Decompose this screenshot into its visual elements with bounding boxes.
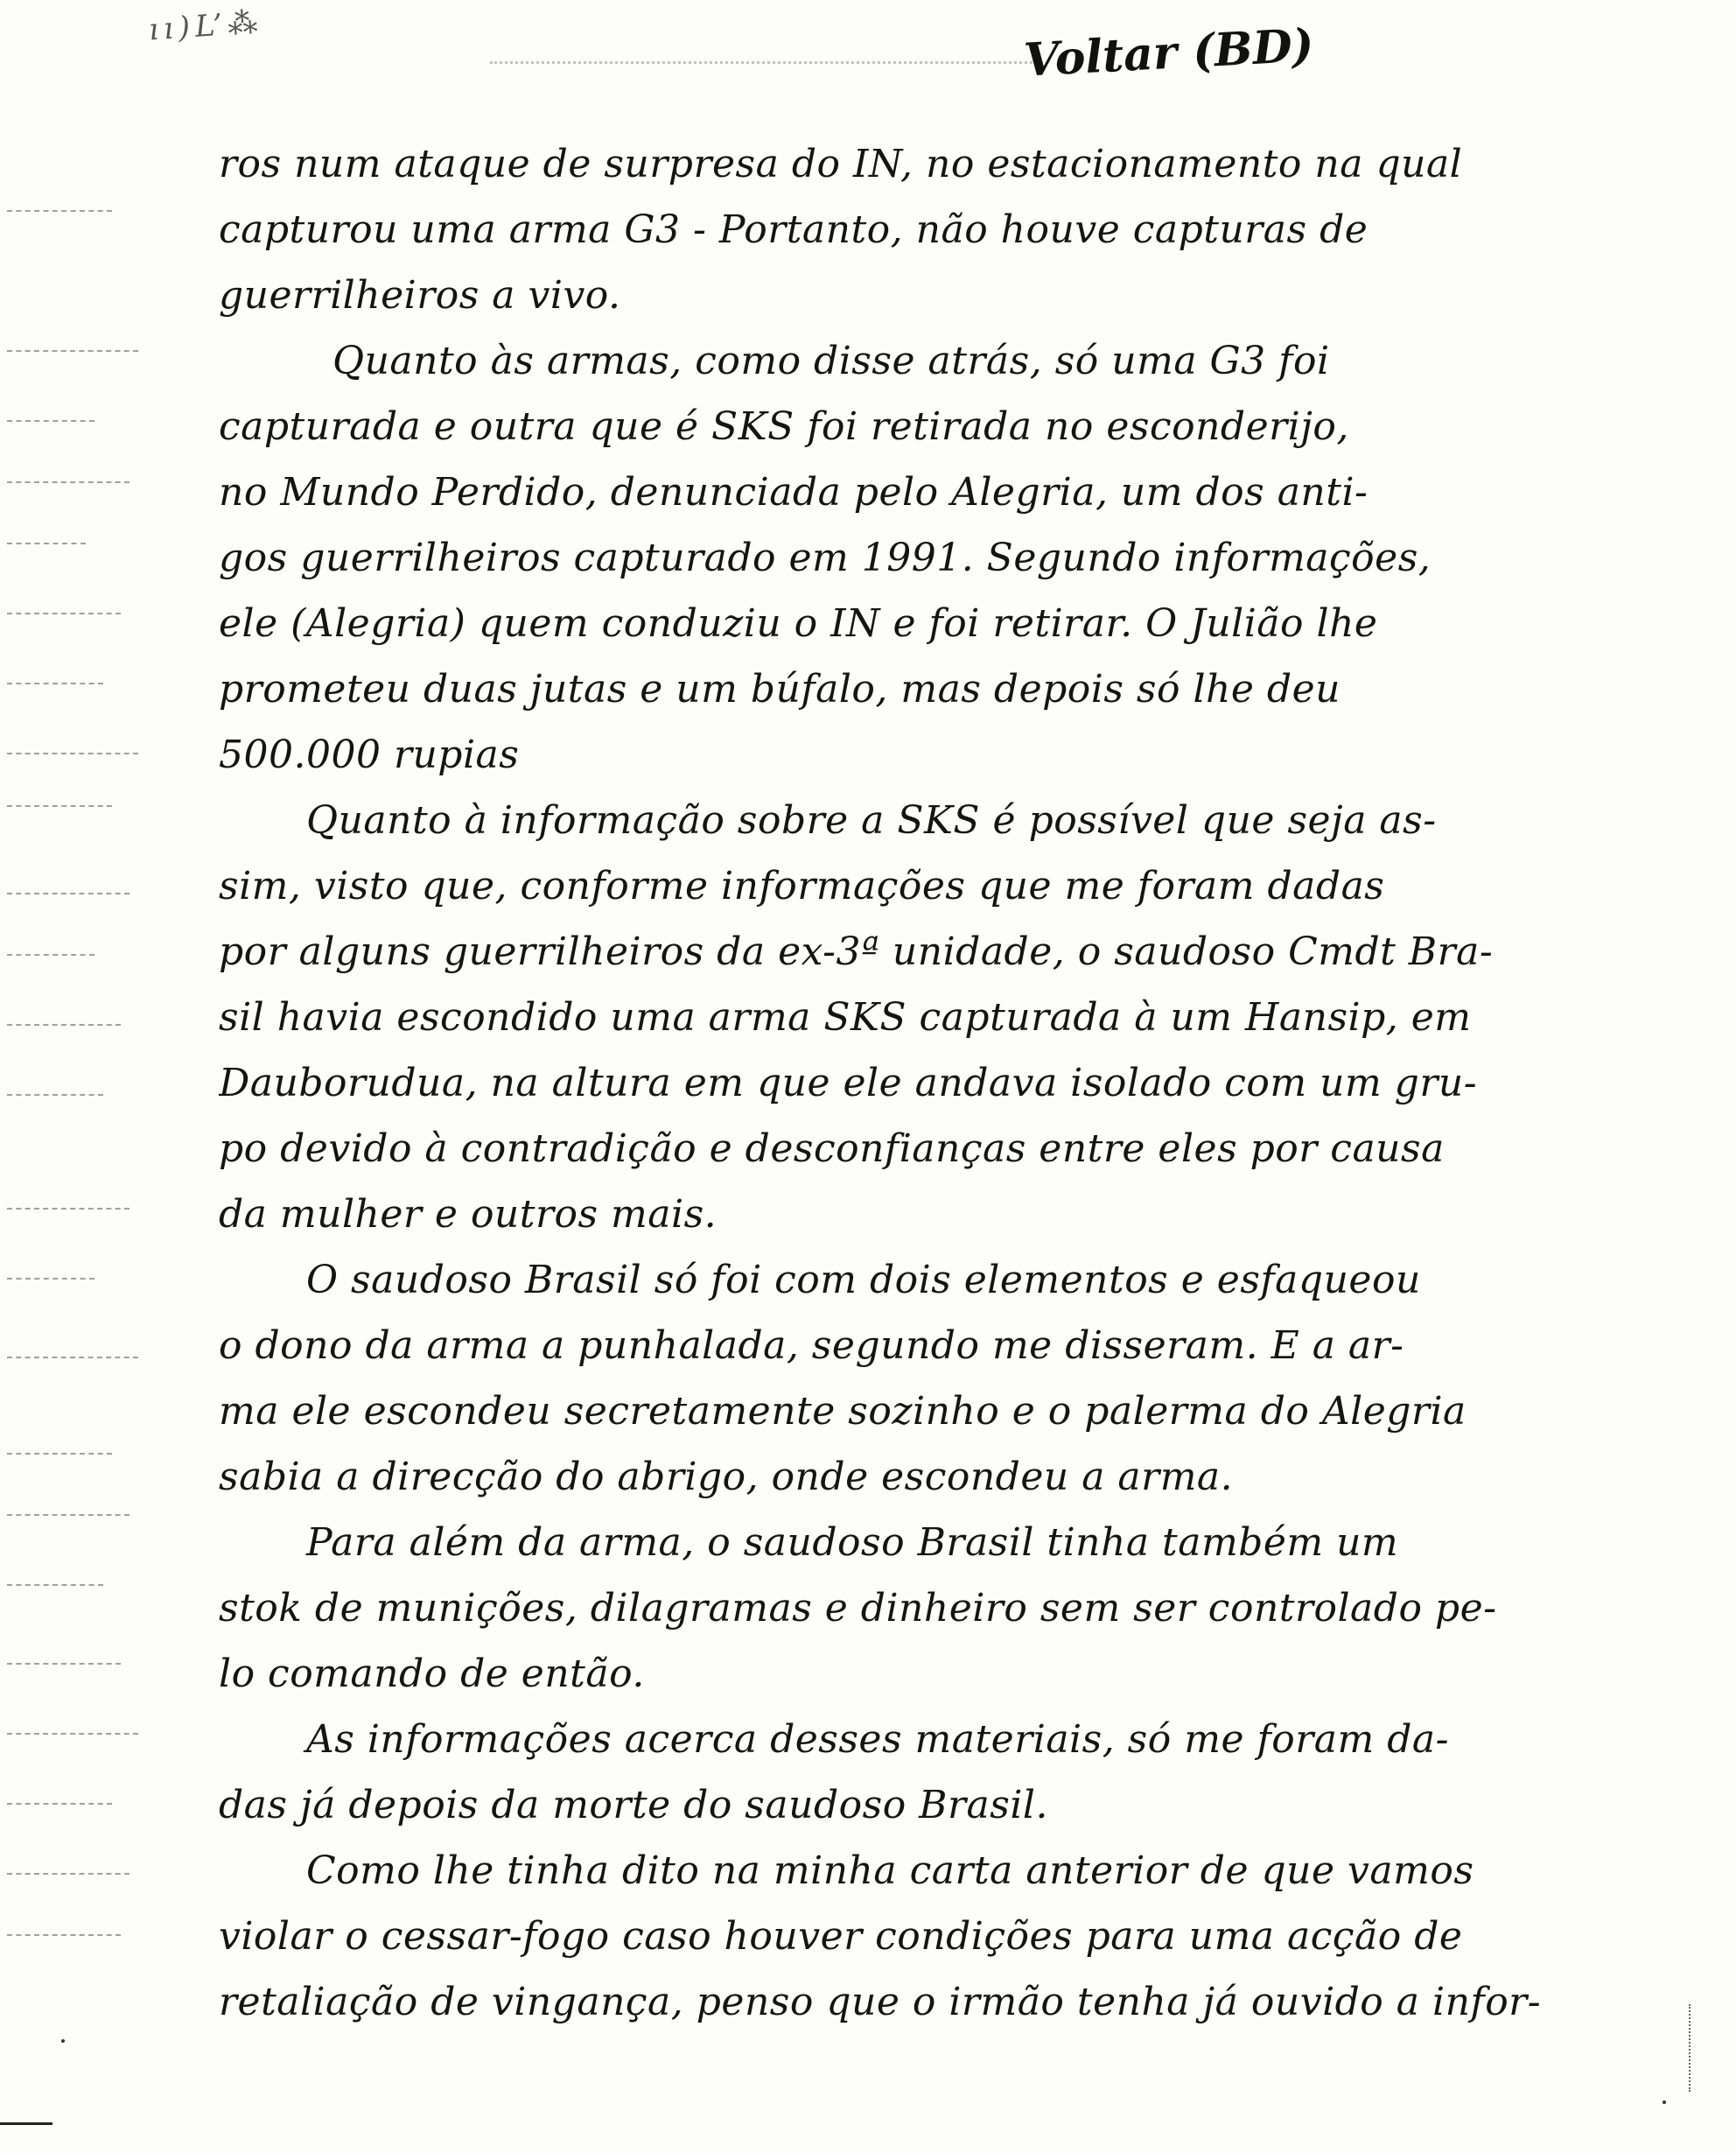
letter-line: o dono da arma a punhalada, segundo me disseram. E a ar- [219,1323,1404,1368]
letter-line: Quanto à informação sobre a SKS é possível que seja as- [306,798,1437,843]
letter-line: sil havia escondido uma arma SKS capturada à um Hansip, em [219,995,1472,1040]
letter-line: sabia a direcção do abrigo, onde escondeu a arma. [219,1455,1234,1499]
bottom-left-copy-mark [0,2122,52,2125]
letter-line: ele (Alegria) quem conduziu o IN e foi retirar. O Julião lhe [219,601,1378,646]
letter-line: po devido à contradição e desconfianças entre eles por causa [219,1126,1445,1171]
letter-line: ma ele escondeu secretamente sozinho e o palerma do Alegria [219,1389,1466,1434]
letter-line: Dauborudua, na altura em que ele andava isolado com um gru- [219,1061,1478,1105]
letter-line: ros num ataque de surpresa do IN, no estacionamento na qual [219,142,1463,186]
letter-line: capturada e outra que é SKS foi retirada no esconderijo, [219,404,1349,449]
letter-line: por alguns guerrilheiros da ex-3ª unidade, o saudoso Cmdt Bra- [219,929,1494,974]
letter-line: As informações acerca desses materiais, só me foram da- [306,1717,1449,1762]
letter-line: stok de munições, dilagramas e dinheiro sem ser controlado pe- [219,1586,1497,1631]
scan-speck [1662,2100,1666,2104]
letter-line: da mulher e outros mais. [219,1192,718,1237]
handwritten-header-note: Voltar (BD) [1022,18,1315,88]
letter-line: Como lhe tinha dito na minha carta anterior de que vamos [306,1848,1474,1893]
letter-line: retaliação de vingança, penso que o irmão tenha já ouvido a infor- [219,1980,1542,2024]
letter-line: capturou uma arma G3 - Portanto, não houve capturas de [219,207,1368,252]
handwritten-letter-body [219,131,1566,2035]
letter-line: 500.000 rupias [219,733,520,777]
letter-line: prometeu duas jutas e um búfalo, mas depois só lhe deu [219,667,1340,712]
letter-line: sim, visto que, conforme informações que me foram dadas [219,864,1385,908]
scan-speck [61,2039,65,2043]
letter-line: lo comando de então. [219,1652,645,1696]
letter-line: gos guerrilheiros capturado em 1991. Segundo informações, [219,536,1432,580]
header-faint-marks [490,61,1032,64]
letter-line: Quanto às armas, como disse atrás, só uma G3 foi [332,339,1330,383]
letter-line: Para além da arma, o saudoso Brasil tinha também um [306,1520,1399,1565]
letter-line: violar o cessar-fogo caso houver condições para uma acção de [219,1914,1463,1959]
left-margin-copy-marks [0,193,175,1978]
letter-line: no Mundo Perdido, denunciada pelo Alegria, um dos anti- [219,470,1368,515]
right-edge-copy-mark [1689,2004,1693,2092]
letter-line: das já depois da morte do saudoso Brasil. [219,1783,1048,1827]
letter-line: O saudoso Brasil só foi com dois elementos e esfaqueou [306,1258,1421,1302]
corner-scribble: ıı)L’⁂ [147,4,264,48]
letter-line: guerrilheiros a vivo. [219,273,621,318]
